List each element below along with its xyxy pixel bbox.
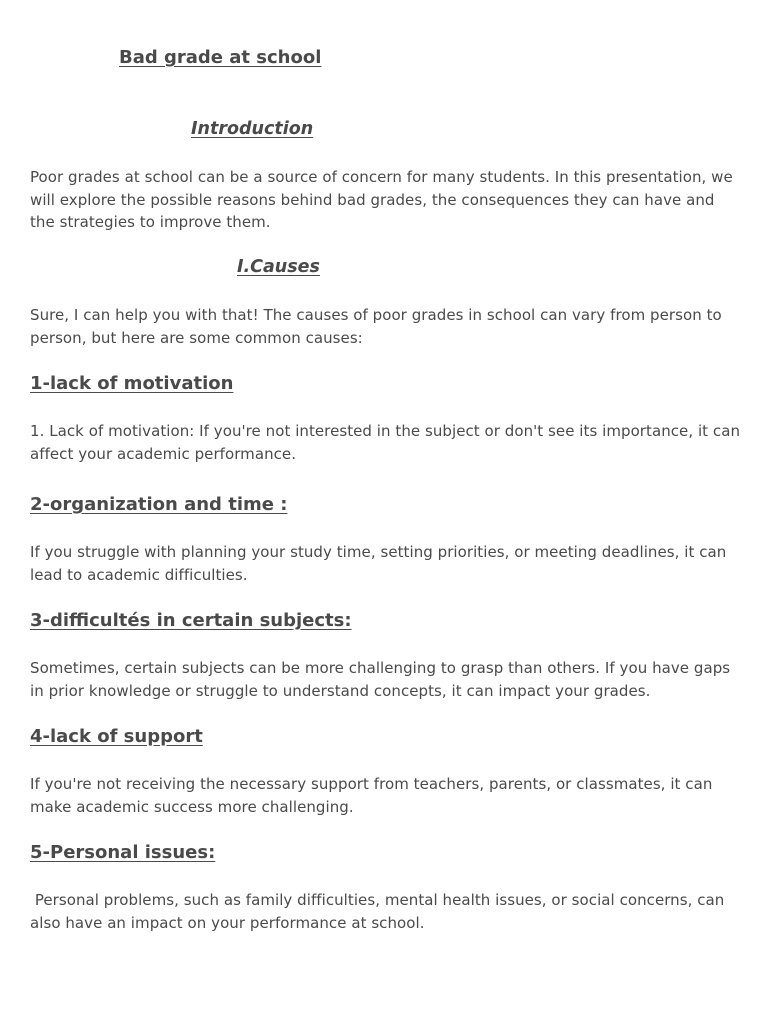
introduction-heading: Introduction bbox=[191, 119, 314, 139]
causes-heading: I.Causes bbox=[237, 257, 320, 277]
document-title: Bad grade at school bbox=[119, 47, 322, 68]
cause-4-heading: 4-lack of support bbox=[30, 726, 203, 747]
cause-4-paragraph: If you're not receiving the necessary support from teachers, parents, or classmates, it can make academic success more challenging. bbox=[30, 775, 713, 816]
causes-intro-paragraph: Sure, I can help you with that! The causes of poor grades in school can vary from person to person, but here are some common causes: bbox=[30, 306, 722, 347]
cause-2-paragraph: If you struggle with planning your study time, setting priorities, or meeting deadlines, it can lead to academic difficulties. bbox=[30, 543, 727, 584]
cause-5-paragraph: Personal problems, such as family difficulties, mental health issues, or social concerns, can also have an impact on your performance at school. bbox=[30, 891, 730, 932]
introduction-paragraph: Poor grades at school can be a source of concern for many students. In this presentation, we will explore the possible reasons behind bad grades, the consequences they can have and the strategies to improve them. bbox=[30, 168, 733, 231]
cause-2-heading: 2-organization and time : bbox=[30, 494, 288, 515]
cause-5-heading: 5-Personal issues: bbox=[30, 842, 216, 863]
cause-3-heading: 3-difficultés in certain subjects: bbox=[30, 610, 352, 631]
cause-1-heading: 1-lack of motivation bbox=[30, 373, 234, 394]
cause-3-paragraph: Sometimes, certain subjects can be more challenging to grasp than others. If you have gaps in prior knowledge or struggle to understand concepts, it can impact your grades. bbox=[30, 659, 731, 700]
cause-1-paragraph: 1. Lack of motivation: If you're not interested in the subject or don't see its importance, it can affect your academic performance. bbox=[30, 422, 741, 463]
